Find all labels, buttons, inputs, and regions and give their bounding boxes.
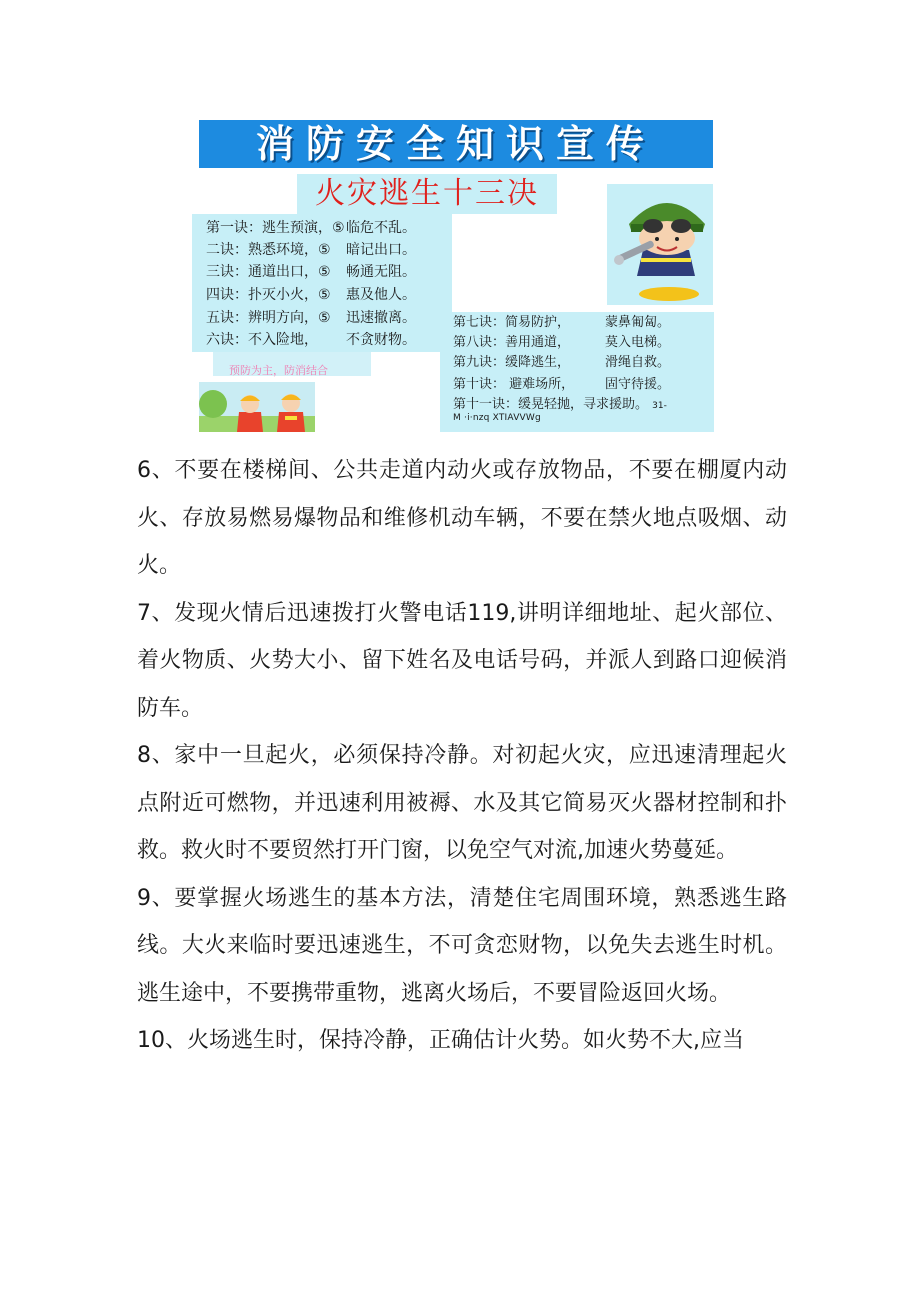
children-illustration bbox=[199, 382, 315, 432]
rule-item: 第七诀：简易防护， 蒙鼻匍匐。 bbox=[453, 315, 671, 330]
rule-item: 第九诀：缓降逃生， 滑绳自救。 bbox=[453, 355, 671, 370]
paragraph: 6、不要在楼梯间、公共走道内动火或存放物品，不要在棚厦内动火、存放易燃易爆物品和维修机动车辆，不要在禁火地点吸烟、动火。 bbox=[137, 458, 787, 578]
rule-item: 第十诀： 避难场所， 固守待援。 bbox=[453, 377, 671, 392]
document-body bbox=[137, 447, 787, 1065]
paragraph: 10、火场逃生时，保持冷静，正确估计火势。如火势不大,应当 bbox=[137, 1028, 744, 1053]
rule-item: 第八诀：善用通道， 莫入电梯。 bbox=[453, 335, 671, 350]
rules-right-panel bbox=[440, 312, 714, 432]
rule-item: 六诀：不入险地， 不贪财物。 bbox=[206, 332, 416, 348]
firefighter-mascot-illustration bbox=[607, 184, 713, 305]
poster-footnote: M ·i·nzq XTIAVVWg bbox=[453, 413, 541, 423]
rules-left-panel bbox=[192, 214, 452, 352]
fire-safety-poster bbox=[0, 0, 920, 440]
paragraph: 8、家中一旦起火，必须保持冷静。对初起火灾，应迅速清理起火点附近可燃物，并迅速利用被褥、水及其它简易灭火器材控制和扑救。救火时不要贸然打开门窗，以免空气对流,加速火势蔓延。 bbox=[137, 743, 787, 863]
poster-slogan: 预防为主，防消结合 bbox=[229, 364, 328, 377]
rule-item: 三诀：通道出口，⑤ 畅通无阻。 bbox=[206, 264, 416, 280]
paragraph: 9、要掌握火场逃生的基本方法，清楚住宅周围环境，熟悉逃生路线。大火来临时要迅速逃生，不可贪恋财物，以免失去逃生时机。逃生途中，不要携带重物，逃离火场后，不要冒险返回火场。 bbox=[137, 885, 787, 1006]
rule-item: 第十一诀：缓晃轻抛，寻求援助。 31- bbox=[453, 397, 667, 412]
poster-subtitle: 火灾逃生十三决 bbox=[297, 174, 557, 214]
rule-item: 五诀：辨明方向，⑤ 迅速撤离。 bbox=[206, 310, 416, 326]
slogan-strip bbox=[213, 352, 371, 376]
rule-item: 第一诀：逃生预演，⑤临危不乱。 bbox=[206, 220, 416, 236]
poster-title: 消防安全知识宣传 bbox=[199, 120, 713, 168]
paragraph: 7、发现火情后迅速拨打火警电话119,讲明详细地址、起火部位、着火物质、火势大小、留下姓名及电话号码，并派人到路口迎候消防车。 bbox=[137, 600, 787, 721]
rule-item: 四诀：扑灭小火，⑤ 惠及他人。 bbox=[206, 287, 416, 303]
rule-item: 二诀：熟悉环境，⑤ 暗记出口。 bbox=[206, 242, 416, 258]
